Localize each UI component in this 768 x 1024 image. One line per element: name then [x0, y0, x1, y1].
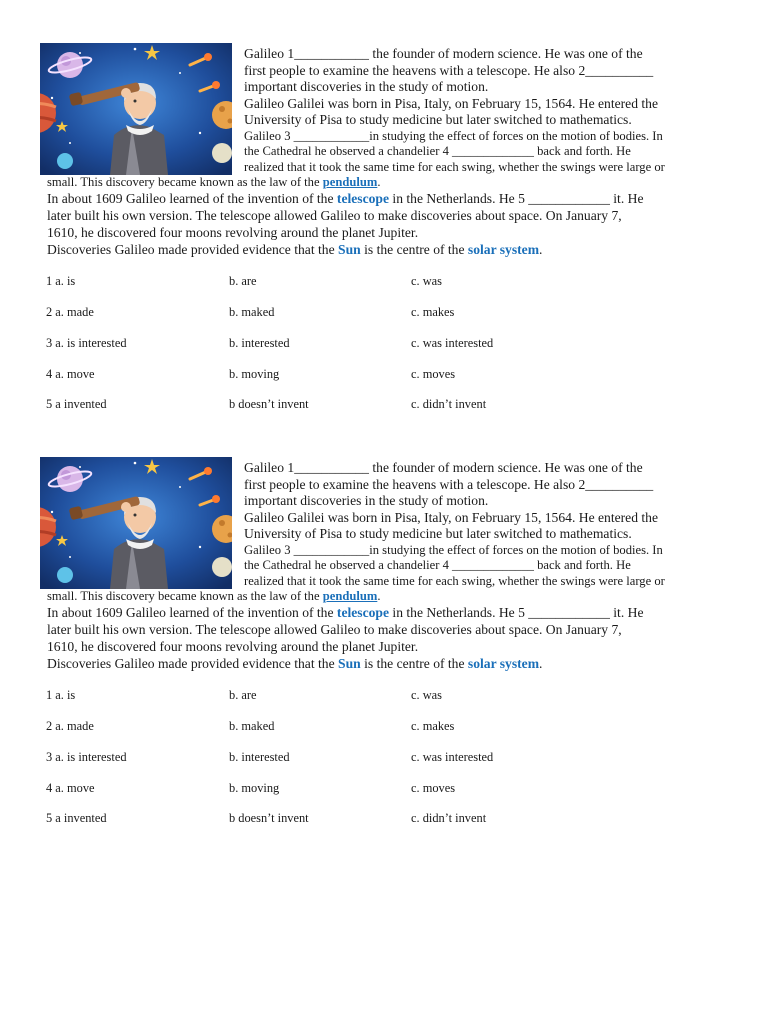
worksheet-section-2 [0, 457, 768, 857]
passage-text: Discoveries Galileo made provided evidence that the [47, 656, 339, 671]
option-b: b. interested [229, 336, 290, 350]
option-a: 2 a. made [46, 305, 94, 319]
option-b: b. are [229, 688, 257, 702]
keyword-pendulum-link[interactable]: pendulum [322, 175, 378, 189]
passage-line [47, 606, 643, 620]
option-a: 4 a. move [46, 367, 95, 381]
passage-line: first people to examine the heavens with a telescope. He also 2__________ [244, 477, 654, 492]
option-c: c. was interested [411, 336, 494, 350]
keyword-pendulum-link[interactable]: pendulum [322, 589, 378, 603]
option-c: c. makes [411, 305, 455, 319]
option-c: c. didn’t invent [411, 811, 487, 825]
option-b: b. maked [229, 305, 275, 319]
passage-line: University of Pisa to study medicine but later switched to mathematics. [244, 112, 632, 127]
keyword-sun: Sun [338, 242, 361, 257]
option-a: 5 a invented [46, 397, 107, 411]
passage-text: small. This discovery became known as the law of the [47, 589, 323, 603]
passage-text: . [539, 242, 543, 257]
passage-text: in the Netherlands. He 5 ____________ it. He [389, 191, 644, 206]
passage-text: in the Netherlands. He 5 ____________ it. He [389, 605, 644, 620]
passage-line [47, 243, 542, 257]
option-c: c. didn’t invent [411, 397, 487, 411]
option-b: b doesn’t invent [229, 397, 309, 411]
passage-text: . [377, 589, 381, 603]
passage-text: In about 1609 Galileo learned of the invention of the [47, 605, 337, 620]
option-c: c. was [411, 688, 442, 702]
passage-line: Galileo 3 ____________in studying the effect of forces on the motion of bodies. In [244, 129, 663, 143]
option-b: b doesn’t invent [229, 811, 309, 825]
passage-line: the Cathedral he observed a chandelier 4 _____________ back and forth. He [244, 144, 631, 158]
option-c: c. was [411, 274, 442, 288]
galileo-illustration-icon [40, 457, 232, 589]
passage-text: is the centre of the [360, 656, 468, 671]
passage-line: later built his own version. The telescope allowed Galileo to make discoveries about space. On January 7, [47, 622, 622, 637]
passage-line: the Cathedral he observed a chandelier 4 _____________ back and forth. He [244, 558, 631, 572]
passage-line: realized that it took the same time for each swing, whether the swings were large or [244, 160, 665, 174]
option-a: 3 a. is interested [46, 336, 127, 350]
option-b: b. are [229, 274, 257, 288]
option-c: c. moves [411, 367, 456, 381]
option-a: 1 a. is [46, 274, 76, 288]
passage-line: first people to examine the heavens with a telescope. He also 2__________ [244, 63, 654, 78]
passage-line: later built his own version. The telescope allowed Galileo to make discoveries about space. On January 7, [47, 208, 622, 223]
passage-line: realized that it took the same time for each swing, whether the swings were large or [244, 574, 665, 588]
option-a: 1 a. is [46, 688, 76, 702]
passage-text: . [539, 656, 543, 671]
option-a: 4 a. move [46, 781, 95, 795]
worksheet-section-1 [0, 43, 768, 443]
passage-text: In about 1609 Galileo learned of the invention of the [47, 191, 337, 206]
keyword-telescope: telescope [336, 191, 390, 206]
passage-line: important discoveries in the study of motion. [244, 493, 489, 508]
passage-text: . [377, 175, 381, 189]
option-a: 2 a. made [46, 719, 94, 733]
option-c: c. moves [411, 781, 456, 795]
passage-line: Galileo 1___________ the founder of modern science. He was one of the [244, 46, 643, 61]
option-c: c. was interested [411, 750, 494, 764]
passage-line: Galileo 3 ____________in studying the effect of forces on the motion of bodies. In [244, 543, 663, 557]
passage-line [47, 176, 380, 189]
option-a: 5 a invented [46, 811, 107, 825]
passage-line: University of Pisa to study medicine but later switched to mathematics. [244, 526, 632, 541]
option-b: b. moving [229, 781, 280, 795]
passage-line [47, 192, 643, 206]
option-c: c. makes [411, 719, 455, 733]
passage-line: important discoveries in the study of motion. [244, 79, 489, 94]
passage-line [47, 590, 380, 603]
passage-text: Discoveries Galileo made provided evidence that the [47, 242, 339, 257]
option-b: b. moving [229, 367, 280, 381]
option-b: b. maked [229, 719, 275, 733]
keyword-telescope: telescope [336, 605, 390, 620]
passage-line: Galileo Galilei was born in Pisa, Italy, on February 15, 1564. He entered the [244, 96, 658, 111]
passage-line [47, 657, 542, 671]
galileo-illustration-icon [40, 43, 232, 175]
passage-line: Galileo 1___________ the founder of modern science. He was one of the [244, 460, 643, 475]
keyword-sun: Sun [338, 656, 361, 671]
keyword-solar-system: solar system [467, 656, 540, 671]
passage-text: small. This discovery became known as the law of the [47, 175, 323, 189]
option-a: 3 a. is interested [46, 750, 127, 764]
passage-line: 1610, he discovered four moons revolving around the planet Jupiter. [47, 225, 419, 240]
keyword-solar-system: solar system [467, 242, 540, 257]
passage-line: 1610, he discovered four moons revolving around the planet Jupiter. [47, 639, 419, 654]
option-b: b. interested [229, 750, 290, 764]
passage-line: Galileo Galilei was born in Pisa, Italy, on February 15, 1564. He entered the [244, 510, 658, 525]
passage-text: is the centre of the [360, 242, 468, 257]
